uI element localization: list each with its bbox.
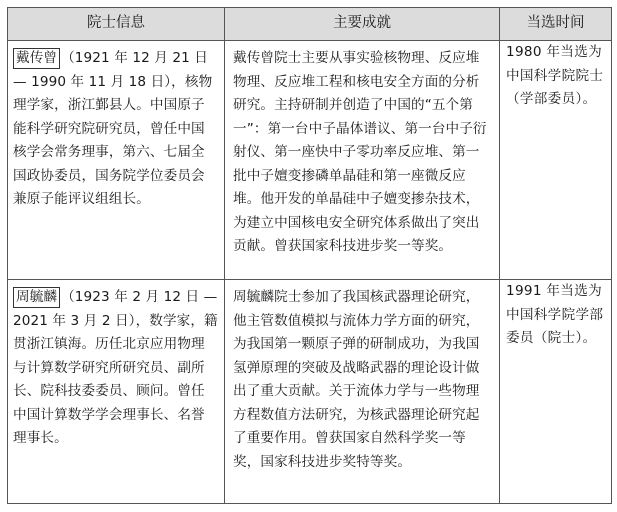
header-achievements: 主要成就 — [225, 8, 500, 41]
academician-bio: （1921 年 12 月 21 日 — 1990 年 11 月 18 日），核物理学家，浙江鄞县人。中国原子能科学研究院研究员，曾任中国核学会常务理事，第六、七届全国政协委员，国务院学位委员会兼原子能评议组组长。 — [13, 50, 213, 207]
info-cell — [8, 41, 225, 280]
academician-name: 周毓麟 — [13, 287, 60, 308]
achievements-cell: 周毓麟院士参加了我国核武器理论研究，他主管数值模拟与流体力学方面的研究，为我国第一颗原子弹的研制成功，为我国氢弹原理的突破及战略武器的理论设计做出了重大贡献。关于流体力学与一些物理方程数值方法研究，为核武器理论研究起了重要作用。曾获国家自然科学奖一等奖，国家科技进步奖特等奖。 — [225, 280, 500, 504]
header-info: 院士信息 — [8, 8, 225, 41]
election-time-cell: 1991 年当选为中国科学院学部委员（院士）。 — [500, 280, 612, 504]
header-election-time: 当选时间 — [500, 8, 612, 41]
table-row — [8, 41, 612, 280]
academician-table — [7, 7, 612, 504]
election-time-cell: 1980 年当选为中国科学院院士（学部委员）。 — [500, 41, 612, 280]
academician-name: 戴传曾 — [13, 48, 60, 69]
table-row — [8, 280, 612, 504]
academician-bio: （1923 年 2 月 12 日 — 2021 年 3 月 2 日），数学家，籍贯浙江镇海。历任北京应用物理与计算数学研究所研究员、副所长、院科技委委员、顾问。曾任中国计算数学学会理事长、名誉理事长。 — [13, 289, 218, 446]
table-header-row — [8, 8, 612, 41]
info-cell — [8, 280, 225, 504]
achievements-cell: 戴传曾院士主要从事实验核物理、反应堆物理、反应堆工程和核电安全方面的分析研究。主持研制并创造了中国的“五个第一”：第一台中子晶体谱议、第一台中子衍射仪、第一座快中子零功率反应堆、第一批中子嬗变掺磷单晶硅和第一座微反应堆。他开发的单晶硅中子嬗变掺杂技术，为建立中国核电安全研究体系做出了突出贡献。曾获国家科技进步奖一等奖。 — [225, 41, 500, 280]
